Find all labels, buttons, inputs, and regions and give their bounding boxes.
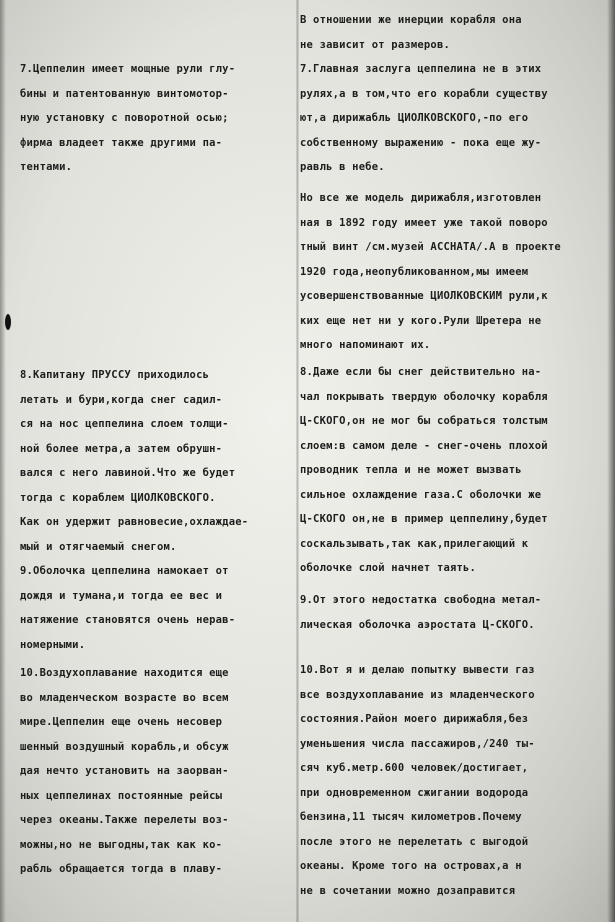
text-line: соскальзывать,так как,прилегающий к — [300, 537, 529, 550]
text-line: фирма владеет также другими па- — [20, 136, 223, 149]
left-paragraph-8 — [20, 363, 248, 559]
text-line: ная в 1892 году имеет уже такой поворо — [300, 216, 548, 229]
text-line: бензина,11 тысяч километров.Почему — [300, 811, 522, 823]
right-paragraph-9 — [300, 588, 541, 637]
text-line: дождя и тумана,и тогда ее вес и — [20, 589, 223, 602]
text-line: уменьшения числа пассажиров,/240 ты- — [300, 737, 535, 750]
text-line: 1920 года,неопубликованном,мы имеем — [300, 265, 529, 278]
text-line: слоем:в самом деле - снег-очень плохой — [300, 439, 548, 452]
text-line: состояния.Район моего дирижабля,без — [300, 713, 529, 725]
text-line: после этого не перелетать с выгодой — [300, 835, 529, 848]
left-paragraph-7 — [20, 57, 235, 180]
text-line: 7.Главная заслуга цеппелина не в этих — [300, 63, 542, 75]
text-line: во младенческом возрасте во всем — [20, 691, 229, 704]
text-line: тентами. — [20, 161, 73, 173]
right-paragraph-7b — [300, 186, 561, 358]
text-line: дая нечто установить на заорван- — [20, 765, 229, 777]
right-paragraph-8 — [300, 360, 548, 581]
text-line: усовершенствованные ЦИОЛКОВСКИМ рули,к — [300, 290, 548, 302]
text-line: Но все же модель дирижабля,изготовлен — [300, 192, 542, 204]
text-line: мире.Цеппелин еще очень несовер — [20, 716, 223, 728]
text-line: сильное охлаждение газа.С оболочки же — [300, 488, 542, 501]
text-line: Ц-СКОГО,он не мог бы собраться толстым — [300, 415, 548, 427]
text-line: рабль обращается тогда в плаву- — [20, 863, 223, 875]
text-line: Как он удержит равновесие,охлаждае- — [20, 516, 249, 528]
text-line: ких еще нет ни у кого.Рули Шретера не — [300, 314, 542, 327]
text-line: 9.От этого недостатка свободна метал- — [300, 594, 542, 606]
text-line: ную установку с поворотной осью; — [20, 112, 229, 124]
text-line: номерными. — [20, 638, 86, 651]
text-line: много напоминают их. — [300, 339, 431, 351]
text-line: 10.Вот я и делаю попытку вывести газ — [300, 664, 535, 676]
text-line: сяч куб.метр.600 человек/достигает, — [300, 762, 529, 774]
text-line: 7.Цеппелин имеет мощные рули глу- — [20, 63, 236, 75]
text-line: ся на нос цеппелина слоем толщи- — [20, 418, 229, 430]
text-line: при одновременном сжигании водорода — [300, 786, 529, 799]
text-line: вался с него лавиной.Что же будет — [20, 467, 236, 479]
right-paragraph-7 — [300, 57, 548, 180]
text-line: Ц-СКОГО он,не в пример цеппелину,будет — [300, 513, 548, 525]
text-line: тогда с кораблем ЦИОЛКОВСКОГО. — [20, 491, 216, 504]
text-line: лическая оболочка аэростата Ц-СКОГО. — [300, 618, 535, 631]
text-line: шенный воздушный корабль,и обсуж — [20, 740, 229, 753]
text-line: рулях,а в том,что его корабли существу — [300, 87, 548, 100]
text-line: не в сочетании можно дозаправится — [300, 884, 516, 897]
text-line: можны,но не выгодны,так как ко- — [20, 838, 223, 851]
ink-blot — [5, 314, 11, 330]
page-shadow-right — [607, 0, 615, 922]
left-paragraph-9 — [20, 559, 235, 657]
text-line: собственному выражению - пока еще жу- — [300, 136, 542, 149]
text-line: 8.Даже если бы снег действительно на- — [300, 366, 542, 378]
text-line: бины и патентованную винтомотор- — [20, 87, 229, 100]
text-line: 8.Капитану ПРУССУ приходилось — [20, 369, 210, 381]
text-line: равль в небе. — [300, 161, 385, 173]
text-line: ных цеппелинах постоянные рейсы — [20, 789, 223, 802]
text-line: летать и бури,когда снег садил- — [20, 393, 223, 406]
text-line: через океаны.Также перелеты воз- — [20, 814, 229, 826]
text-line: все воздухоплавание из младенческого — [300, 688, 535, 701]
text-line: проводник тепла и не может вызвать — [300, 464, 522, 476]
text-line: не зависит от размеров. — [300, 38, 450, 51]
text-line: мый и отягчаемый снегом. — [20, 540, 177, 553]
left-paragraph-10 — [20, 661, 229, 882]
text-line: 9.Оболочка цеппелина намокает от — [20, 565, 229, 577]
text-line: 10.Воздухоплавание находится еще — [20, 667, 229, 679]
text-line: чал покрывать твердую оболочку корабля — [300, 390, 548, 403]
text-line: ной более метра,а затем обрушн- — [20, 442, 223, 455]
text-line: натяжение становятся очень нерав- — [20, 614, 236, 626]
text-line: оболочке слой начнет таять. — [300, 562, 477, 574]
right-paragraph-10 — [300, 658, 535, 903]
text-line: В отношении же инерции корабля она — [300, 14, 522, 26]
text-line: ют,а дирижабль ЦИОЛКОВСКОГО,-по его — [300, 112, 529, 124]
text-line: тный винт /см.музей АССНАТА/.А в проекте — [300, 241, 561, 253]
page-shadow-left — [0, 0, 6, 922]
text-line: океаны. Кроме того на островах,а н — [300, 860, 522, 872]
center-fold — [296, 0, 299, 922]
right-paragraph-6-continued — [300, 8, 522, 57]
